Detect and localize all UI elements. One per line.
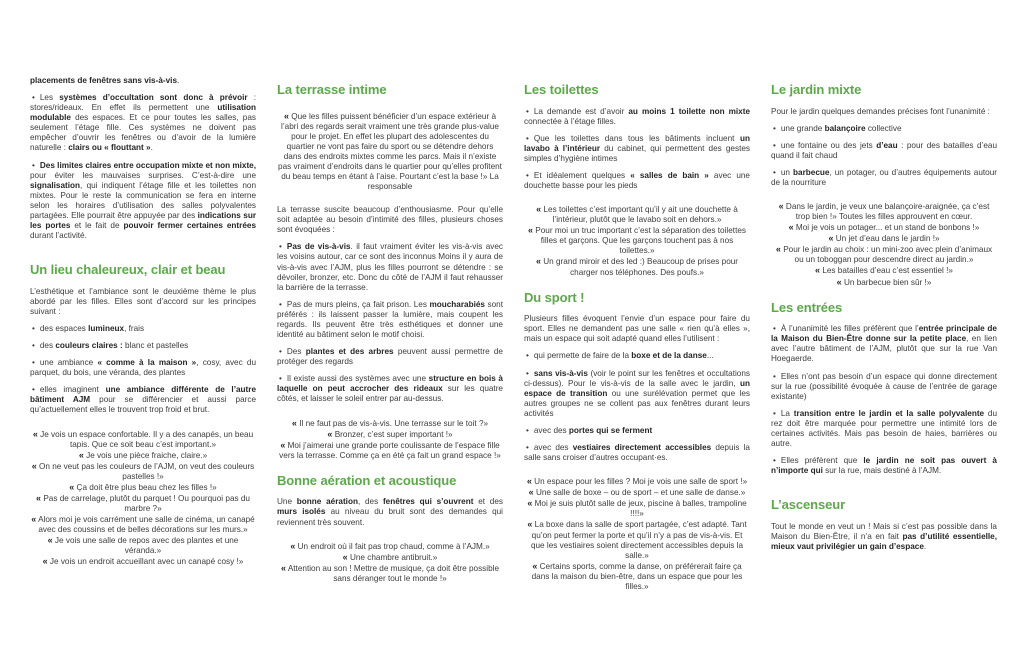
paragraph: La terrasse suscite beaucoup d’enthousiasme. Pour qu’elle soit adaptée au besoin d’intimité des filles, plusieurs choses sont évoquées :	[277, 205, 503, 235]
bullet-item: • Des plantes et des arbres peuvent aussi permettre de protéger des regards	[277, 347, 503, 367]
bullet-item: • Pas de murs pleins, ça fait prison. Les moucharabiés sont préférés : ils laissent passer la lumière, mais coupent les regards. Ils peuvent être très esthétiques et donner une identité au bâtiment selon le motif choisi.	[277, 299, 503, 340]
quote-line: « Une salle de boxe – ou de sport – et une salle de danse.»	[528, 487, 746, 498]
paragraph: Plusieurs filles évoquent l’envie d’un espace pour faire du sport. Elles ne demandent pas une salle « rien qu’à elles », mais un espace qui soit adapté quand elles l’utilisent :	[524, 314, 750, 344]
bullet-item: • un barbecue, un potager, ou d’autres équipements autour de la nourriture	[771, 167, 997, 187]
bullet-item: • La transition entre le jardin et la salle polyvalente du rez doit être marquée pour permettre une intimité lors de certaines activités. Mais pas besoin de haies, barrières ou autre.	[771, 408, 998, 448]
quote-line: « Pour moi un truc important c’est la séparation des toilettes filles et garçons. Que les garçons touchent pas à nos toilettes.»	[528, 225, 746, 256]
quote-line: « Bronzer, c’est super important !»	[327, 428, 453, 439]
bullet-item: • Que les toilettes dans tous les bâtiments incluent un lavabo à l’intérieur du cabinet, qui permettent des gestes simples d’hygiène intimes	[524, 133, 750, 163]
quote-line: « Je vois un endroit accueillant avec un canapé cosy !»	[42, 556, 244, 567]
bullet-item: • des espaces lumineux, frais	[32, 323, 145, 333]
bullet-marker: •	[773, 408, 776, 418]
bullet-marker: •	[32, 358, 35, 368]
bullet-item: • Pas de vis-à-vis. il faut vraiment éviter les vis-à-vis avec les voisins autour, car ce sont des inconnus Moins il y aura de vis-à-vis avec l’AJM, plus les filles pourront se détendre : se dévoiler, bronzer, etc. Donc du côté de l’AJM il faut rehausser la barrière de la terrasse.	[277, 242, 503, 292]
quote-line: « Les batailles d’eau c’est essentiel !»	[815, 265, 953, 276]
quote-line: « Une chambre antibruit.»	[342, 551, 438, 562]
bullet-marker: •	[526, 170, 529, 180]
quote-line: « Moi je suis plutôt salle de jeux, piscine à balles, trampoline !!!!»	[527, 498, 747, 519]
bullet-item: • une fontaine ou des jets d’eau : pour des batailles d’eau quand il fait chaud	[771, 140, 997, 160]
section-heading: Bonne aération et acoustique	[277, 472, 457, 488]
section-heading: Le jardin mixte	[771, 82, 862, 97]
paragraph: Une bonne aération, des fenêtres qui s’ouvrent et des murs isolés au niveau du bruit sont des demandes qui reviennent très souvent.	[277, 497, 503, 527]
bullet-marker: •	[279, 242, 282, 252]
section-heading: Un lieu chaleureux, clair et beau	[30, 262, 226, 278]
bullet-marker: •	[773, 167, 776, 177]
bullet-marker: •	[773, 123, 776, 133]
section-heading: L’ascenseur	[771, 497, 846, 513]
section-heading: Les toilettes	[524, 82, 599, 97]
bullet-marker: •	[773, 456, 776, 466]
column-2	[277, 76, 503, 636]
bullet-item: • une grande balançoire collective	[773, 123, 902, 133]
quote-line: « Je vois un espace confortable. Il y a des canapés, un beau tapis. Que ce soit beau c’est important.»	[32, 428, 254, 449]
paragraph: L’esthétique et l’ambiance sont le deuxième thème le plus abordé par les filles. Elles sont d’accord sur les principes suivant :	[30, 286, 256, 316]
bullet-item: • À l’unanimité les filles préfèrent que l’entrée principale de la Maison du Bien-Être donne sur la petite place, en lien avec l’autre bâtiment de l’AJM, plutôt que sur la rue Van Hoegaerde.	[771, 324, 997, 364]
bullet-marker: •	[32, 323, 35, 333]
quote-line: « Un espace pour les filles ? Moi je vois une salle de sport !»	[526, 476, 748, 487]
bullet-item: • elles imaginent une ambiance différente de l’autre bâtiment AJM pour se différencier et aussi parce qu’actuellement elles le trouvent trop froid et brut.	[30, 385, 257, 415]
bullet-item: • Elles n’ont pas besoin d’un espace qui donne directement sur la rue (possibilité évoquée à cause de l’entrée de garage existante)	[771, 371, 997, 401]
section-heading: La terrasse intime	[277, 82, 387, 97]
bullet-marker: •	[526, 425, 529, 435]
bullet-marker: •	[773, 140, 776, 150]
bullet-item: • Et idéalement quelques « salles de bain » avec une douchette basse pour les pieds	[524, 170, 750, 191]
quote-line: « Que les filles puissent bénéficier d’un espace extérieur à l’abri des regards serait vraiment une très grande plus-value pour le projet. En effet les plupart des adolescentes du quartier ne vont pas faire du sport ou se détendre dehors dans des endroits mixtes comme les parcs. Mais il n’existe pas vraiment d’endroits dans le quartier pour qu’elles profitent du beau temps en étant à l’aise. Pourtant c’est la base !» La responsable	[278, 110, 502, 192]
quote-line: « Les toilettes c’est important qu’il y ait une douchette à l’intérieur, plutôt que le lavabo soit en dehors.»	[536, 204, 738, 225]
section-heading: Du sport !	[524, 289, 585, 305]
column-3	[524, 76, 750, 636]
quote-line: « Il ne faut pas de vis-à-vis. Une terrasse sur le toit ?»	[291, 417, 489, 428]
quote-line: « Un jet d’eau dans le jardin !»	[828, 233, 940, 244]
quote-line: « Attention au son ! Mettre de musique, ça doit être possible sans déranger tout le monde !»	[280, 562, 499, 583]
paragraph: Pour le jardin quelques demandes précises font l’unanimité :	[771, 106, 990, 116]
quote-line: « Un barbecue bien sûr !»	[836, 276, 932, 287]
bullet-marker: •	[279, 299, 282, 309]
bullet-marker: •	[526, 351, 529, 361]
paragraph: Tout le monde en veut un ! Mais si c’est pas possible dans la Maison du Bien-Être, il n’a en fait pas d’utilité essentielle, mieux vaut privilégier un gain d’espace.	[771, 521, 998, 551]
bullet-item: • sans vis-à-vis (voir le point sur les fenêtres et occultations ci-dessus). Pour le vis-à-vis de la salle avec le jardin, un espace de transition ou une surélévation permet que les autres groupes ne se collent pas aux fenêtres durant leurs activités	[524, 368, 750, 418]
quote-line: « Je vois une salle de repos avec des plantes et une véranda.»	[47, 535, 239, 556]
quote-line: « Je vois une pièce fraiche, claire.»	[78, 449, 208, 460]
quote-line: « Moi j’aimerai une grande porte coulissante de l’espace fille vers la terrasse. Comme ça en été ça fait un grand espace !»	[279, 439, 501, 460]
bullet-marker: •	[773, 371, 776, 381]
bullet-marker: •	[526, 133, 529, 143]
section-heading: Les entrées	[771, 299, 843, 315]
bullet-item: • Les systèmes d’occultation sont donc à prévoir : stores/rideaux. En effet ils permettent une utilisation modulable des espaces. Et ce pour toutes les salles, pas seulement l’étage fille. Ces systèmes ne doivent pas empêcher d’ouvrir les fenêtres ou d’avoir de la lumière naturelle : clairs ou « flouttant ».	[30, 93, 256, 153]
bullet-marker: •	[32, 341, 35, 351]
paragraph: placements de fenêtres sans vis-à-vis.	[30, 76, 180, 85]
quote-line: « Moi je vois un potager... et un stand de bonbons !»	[788, 222, 980, 233]
bullet-marker: •	[279, 374, 282, 384]
quote-line: « Un endroit où il fait pas trop chaud, comme à l’AJM.»	[290, 540, 490, 551]
bullet-item: • Il existe aussi des systèmes avec une structure en bois à laquelle on peut accrocher des rideaux sur les quatre côtés, et laisser le soleil entrer par au-dessus.	[277, 374, 503, 404]
bullet-marker: •	[526, 442, 529, 452]
column-1	[30, 76, 256, 636]
bullet-marker: •	[773, 324, 776, 334]
quote-line: « Un grand miroir et des led :) Beaucoup de prises pour charger nos téléphones. Des poufs.»	[535, 256, 739, 277]
bullet-item: • avec des portes qui se ferment	[526, 425, 653, 435]
bullet-marker: •	[32, 160, 35, 170]
bullet-item: • des couleurs claires : blanc et pastelles	[32, 341, 189, 351]
bullet-item: • Elles préfèrent que le jardin ne soit pas ouvert à n’importe qui sur la rue, mais destiné à l’AJM.	[771, 456, 997, 476]
bullet-item: • qui permette de faire de la boxe et de la danse...	[526, 351, 714, 361]
column-4	[771, 76, 997, 636]
quote-line: « La boxe dans la salle de sport partagée, c’est adapté. Tant qu’on peut fermer la porte et qu’il n’y a pas de vis-à-vis. Et que les vestiaires soient directement accessibles depuis la salle.»	[527, 519, 747, 560]
bullet-marker: •	[526, 106, 529, 116]
bullet-item: • une ambiance « comme à la maison », cosy, avec du parquet, du bois, une véranda, des plantes	[30, 358, 256, 378]
quote-line: « Alors moi je vois carrément une salle de cinéma, un canapé avec des coussins et de belles décorations sur les murs.»	[31, 514, 255, 535]
quote-line: « Certains sports, comme la danse, on préférerait faire ça dans la maison du bien-être, dans un espace que pour les filles.»	[531, 560, 743, 591]
bullet-marker: •	[32, 385, 35, 395]
quote-line: « Dans le jardin, je veux une balançoire-araignée, ça c’est trop bien !» Toutes les filles approuvent en cœur.	[778, 201, 990, 222]
bullet-marker: •	[526, 368, 529, 378]
bullet-item: • La demande est d’avoir au moins 1 toilette non mixte connectée à l’étage filles.	[524, 106, 751, 126]
quote-line: « Pas de carrelage, plutôt du parquet ! Ou pourquoi pas du marbre ?»	[36, 492, 250, 514]
bullet-item: • Des limites claires entre occupation mixte et non mixte, pour éviter les mauvaises surprises. C’est-à-dire une signalisation, qui indiquent l’étage fille et les toilettes non mixtes. Pour le reste la communication se fera en interne selon les horaires d’utilisation des salles polyvalentes partagées. Elle pourrait être appuyée par des indications sur les portes et le fait de pouvoir fermer certaines entrées durant l’activité.	[30, 160, 257, 241]
bullet-marker: •	[279, 347, 282, 357]
bullet-item: • avec des vestiaires directement accessibles depuis la salle sans croiser d’autres occupant·es.	[524, 442, 750, 463]
bullet-marker: •	[32, 93, 35, 103]
quote-line: « On ne veut pas les couleurs de l’AJM, on veut des couleurs pastelles !»	[31, 460, 255, 481]
quote-line: « Ça doit être plus beau chez les filles !»	[69, 481, 217, 492]
quote-line: « Pour le jardin au choix : un mini-zoo avec plein d’animaux ou un toboggan pour descendre direct au jardin.»	[775, 244, 993, 265]
